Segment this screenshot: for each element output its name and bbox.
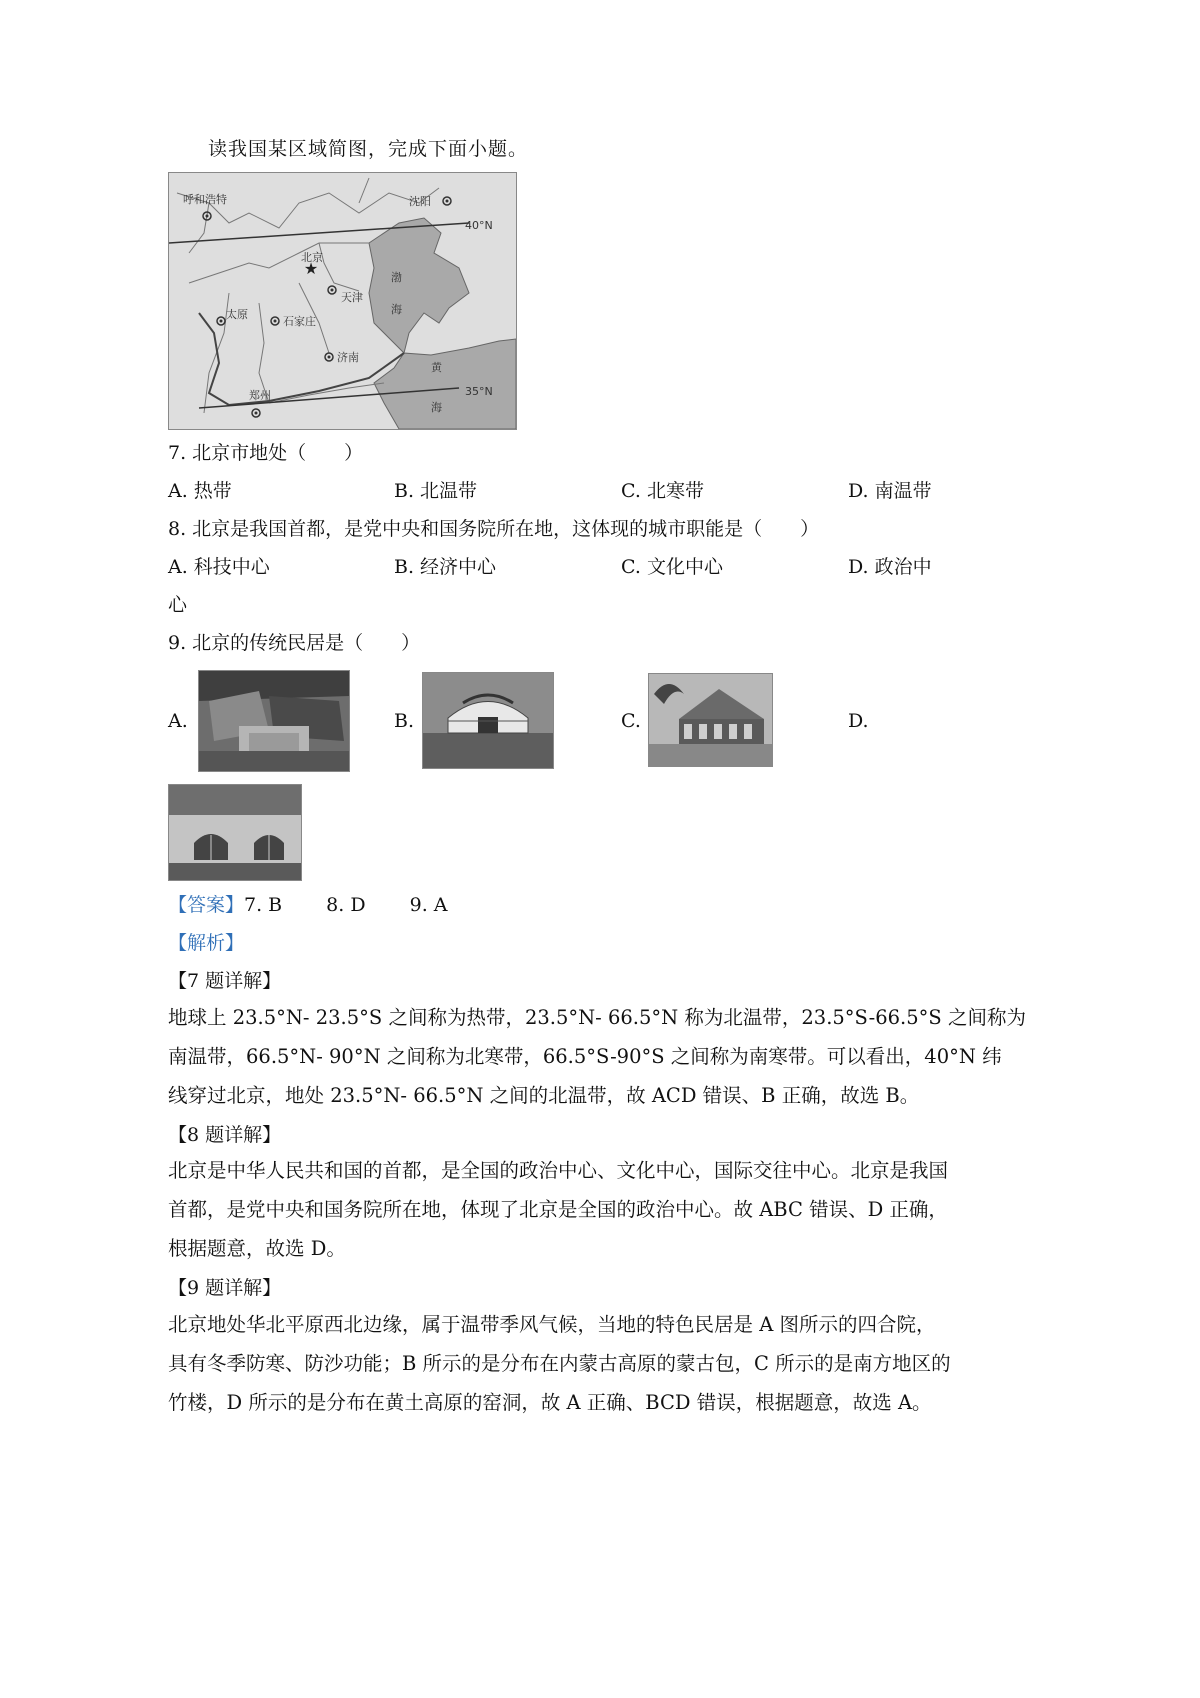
detail-7-line-1: 地球上 23.5°N- 23.5°S 之间称为热带，23.5°N- 66.5°N 称为北温带，23.5°S-66.5°S 之间称为 — [168, 1006, 1026, 1029]
analysis-label: 【解析】 — [168, 932, 245, 954]
map-label-lat40: 40°N — [465, 219, 493, 232]
map-label-beijing: 北京 — [301, 251, 323, 264]
answer-line — [168, 892, 448, 918]
map-label-bohai-2: 海 — [391, 303, 402, 316]
detail-9-heading: 【9 题详解】 — [168, 1277, 282, 1299]
map-label-shijiazhuang: 石家庄 — [283, 315, 316, 328]
map-label-bohai-1: 渤 — [391, 271, 402, 284]
q9-option-a-label: A. — [168, 710, 188, 732]
map-label-jinan: 济南 — [337, 351, 359, 364]
map-label-huanghai-2: 海 — [431, 401, 442, 414]
detail-7-heading: 【7 题详解】 — [168, 970, 282, 992]
q9-option-b-label: B. — [394, 710, 415, 732]
intro-text: 读我国某区域简图，完成下面小题。 — [208, 138, 529, 160]
map-label-shenyang: 沈阳 — [409, 195, 431, 208]
q8-option-a: A. 科技中心 — [168, 556, 270, 578]
answer-values: 7. B 8. D 9. A — [244, 894, 448, 916]
map-label-taiyuan: 太原 — [226, 308, 248, 321]
map-label-hohhot: 呼和浩特 — [183, 193, 227, 206]
detail-9-line-3: 竹楼，D 所示的是分布在黄土高原的窑洞，故 A 正确、BCD 错误，根据题意，故选 A。 — [168, 1391, 932, 1414]
q9-option-d-label: D. — [848, 710, 869, 732]
detail-8-line-3: 根据题意，故选 D。 — [168, 1237, 346, 1260]
q8-option-c: C. 文化中心 — [621, 556, 723, 578]
map-label-tianjin: 天津 — [341, 291, 363, 304]
detail-9-line-2: 具有冬季防寒、防沙功能；B 所示的是分布在内蒙古高原的蒙古包，C 所示的是南方地区的 — [168, 1352, 951, 1375]
photo-siheyuan — [198, 670, 350, 772]
map-label-lat35: 35°N — [465, 385, 493, 398]
map-label-huanghai-1: 黄 — [431, 361, 442, 374]
photo-cave-dwelling — [168, 784, 302, 881]
q7-option-b: B. 北温带 — [394, 480, 478, 502]
photo-yurt — [422, 672, 554, 769]
q8-option-b: B. 经济中心 — [394, 556, 497, 578]
q7-option-d: D. 南温带 — [848, 480, 932, 502]
photo-bamboo-house — [648, 673, 773, 767]
detail-7-line-3: 线穿过北京，地处 23.5°N- 66.5°N 之间的北温带，故 ACD 错误、B 正确，故选 B。 — [168, 1084, 920, 1107]
q8-option-d-continued: 心 — [168, 594, 188, 616]
region-map — [168, 172, 517, 430]
map-label-zhengzhou: 郑州 — [249, 389, 271, 402]
detail-9-line-1: 北京地处华北平原西北边缘，属于温带季风气候，当地的特色民居是 A 图所示的四合院， — [168, 1313, 936, 1336]
q8-stem: 8. 北京是我国首都，是党中央和国务院所在地，这体现的城市职能是（ ） — [168, 518, 820, 540]
detail-8-heading: 【8 题详解】 — [168, 1124, 282, 1146]
q9-option-c-label: C. — [621, 710, 641, 732]
q7-stem: 7. 北京市地处（ ） — [168, 442, 364, 464]
q8-option-d: D. 政治中 — [848, 556, 932, 578]
region-map-graphic — [169, 173, 516, 429]
detail-8-line-2: 首都，是党中央和国务院所在地，体现了北京是全国的政治中心。故 ABC 错误、D 正确， — [168, 1198, 948, 1221]
answer-label: 【答案】 — [168, 894, 245, 916]
q7-option-a: A. 热带 — [168, 480, 232, 502]
q9-stem: 9. 北京的传统民居是（ ） — [168, 632, 421, 654]
beijing-star-icon: ★ — [303, 259, 319, 278]
q7-option-c: C. 北寒带 — [621, 480, 704, 502]
detail-7-line-2: 南温带，66.5°N- 90°N 之间称为北寒带，66.5°S-90°S 之间称为南寒带。可以看出，40°N 纬 — [168, 1045, 1002, 1068]
detail-8-line-1: 北京是中华人民共和国的首都，是全国的政治中心、文化中心，国际交往中心。北京是我国 — [168, 1159, 949, 1182]
